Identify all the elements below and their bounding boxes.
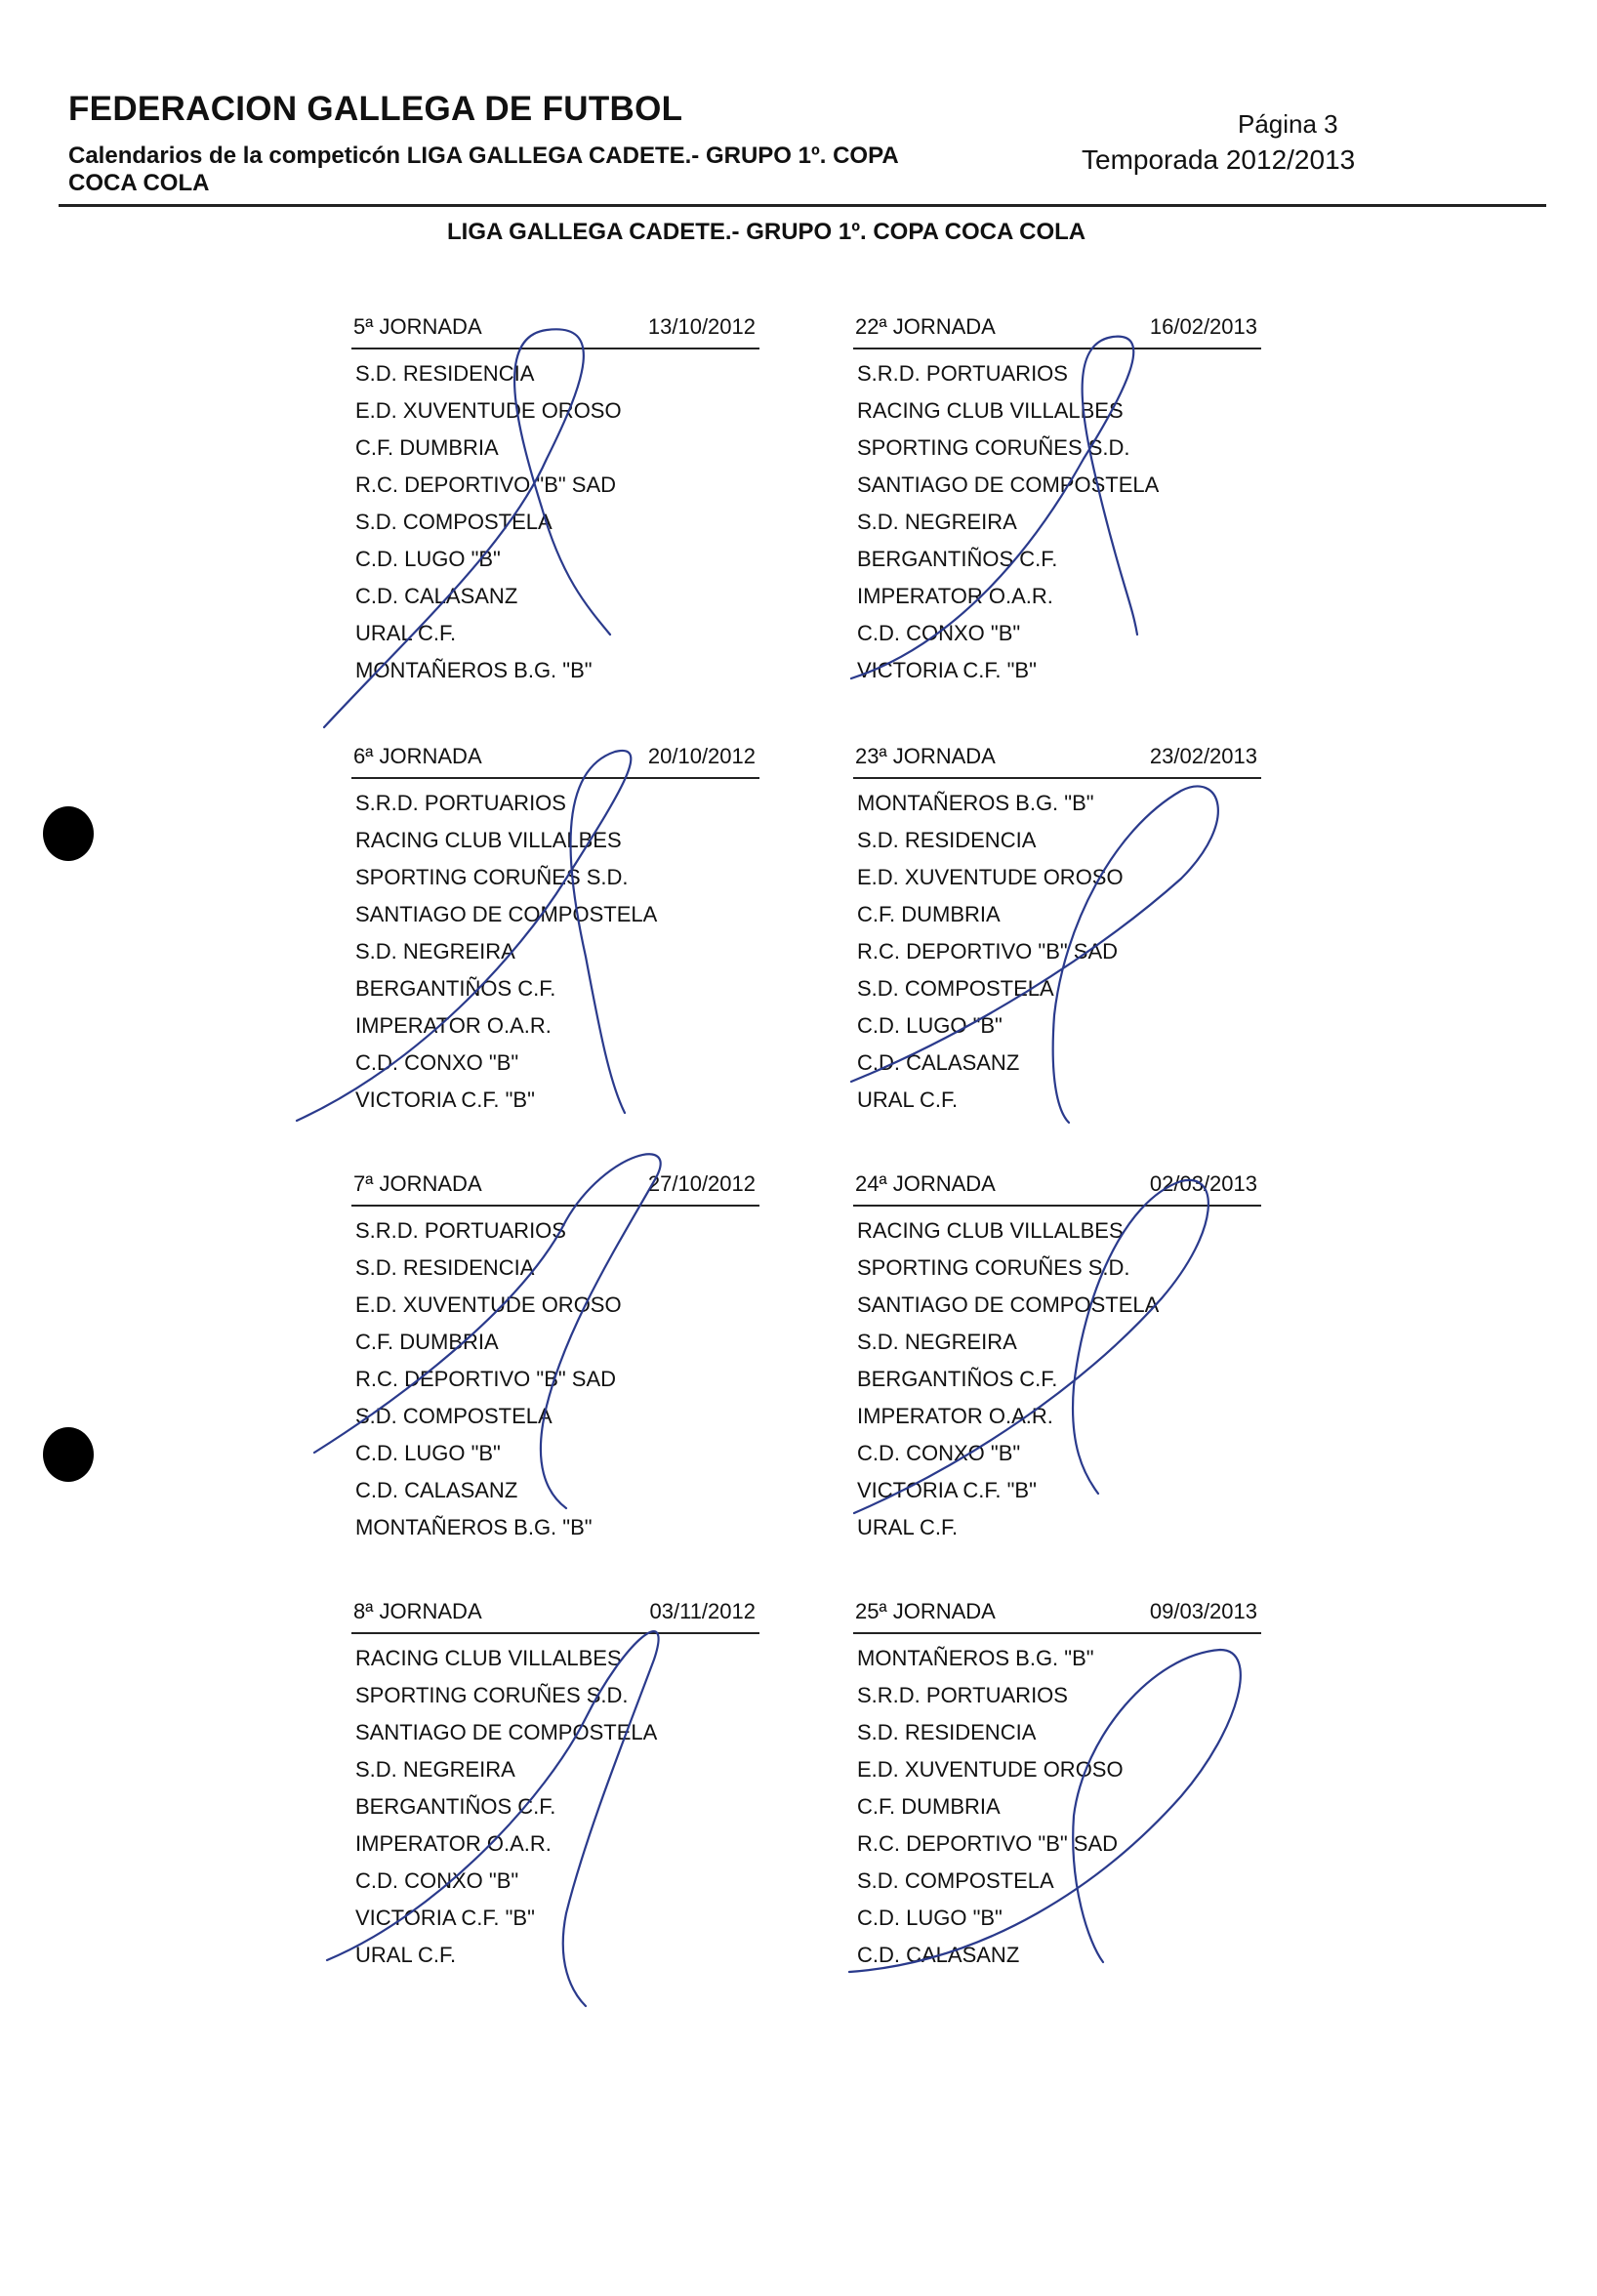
team-item: SPORTING CORUÑES S.D. (857, 435, 1130, 460)
jornada-date: 16/02/2013 (1149, 314, 1257, 339)
team-item: E.D. XUVENTUDE OROSO (857, 865, 1124, 889)
jornada-date: 03/11/2012 (649, 1599, 756, 1623)
jornada-label: 23ª JORNADA (855, 744, 996, 768)
federation-title: FEDERACION GALLEGA DE FUTBOL (68, 90, 683, 128)
round-block (853, 1171, 1261, 1546)
team-item: S.D. COMPOSTELA (857, 976, 1054, 1001)
jornada-label: 24ª JORNADA (855, 1171, 996, 1196)
team-item: RACING CLUB VILLALBES (857, 398, 1124, 423)
round-divider (853, 348, 1261, 349)
team-item: SANTIAGO DE COMPOSTELA (857, 1292, 1160, 1317)
team-item: S.D. NEGREIRA (857, 1330, 1017, 1354)
page-number: Página 3 (1238, 109, 1338, 139)
jornada-date: 27/10/2012 (647, 1171, 756, 1196)
team-item: IMPERATOR O.A.R. (857, 584, 1053, 608)
team-item: IMPERATOR O.A.R. (355, 1831, 552, 1856)
team-item: C.D. CALASANZ (355, 584, 518, 608)
team-item: R.C. DEPORTIVO "B" SAD (355, 1367, 617, 1391)
team-item: SANTIAGO DE COMPOSTELA (355, 902, 658, 926)
team-item: C.D. CONXO "B" (857, 1441, 1021, 1465)
team-item: S.D. NEGREIRA (857, 510, 1017, 534)
team-item: URAL C.F. (857, 1515, 959, 1539)
team-item: RACING CLUB VILLALBES (355, 828, 622, 852)
team-item: BERGANTIÑOS C.F. (355, 976, 556, 1001)
team-item: C.D. CONXO "B" (857, 621, 1021, 645)
jornada-date: 23/02/2013 (1149, 744, 1257, 768)
jornada-label: 6ª JORNADA (353, 744, 482, 768)
round-block (853, 744, 1261, 1119)
team-item: MONTAÑEROS B.G. "B" (355, 1515, 593, 1539)
team-item: S.R.D. PORTUARIOS (857, 361, 1068, 386)
jornada-label: 8ª JORNADA (353, 1599, 482, 1623)
team-item: VICTORIA C.F. "B" (857, 658, 1037, 682)
team-item: C.D. CALASANZ (857, 1050, 1020, 1075)
punch-hole (43, 806, 94, 861)
team-item: R.C. DEPORTIVO "B" SAD (355, 472, 617, 497)
team-item: S.D. RESIDENCIA (355, 1255, 535, 1280)
team-item: C.D. LUGO "B" (355, 547, 501, 571)
season-label: Temporada 2012/2013 (1082, 144, 1356, 175)
jornada-label: 7ª JORNADA (353, 1171, 482, 1196)
jornada-date: 20/10/2012 (647, 744, 756, 768)
team-item: S.R.D. PORTUARIOS (355, 791, 566, 815)
team-item: BERGANTIÑOS C.F. (857, 1367, 1058, 1391)
team-item: S.D. COMPOSTELA (355, 1404, 553, 1428)
team-item: VICTORIA C.F. "B" (857, 1478, 1037, 1502)
team-item: E.D. XUVENTUDE OROSO (857, 1757, 1124, 1782)
jornada-label: 25ª JORNADA (855, 1599, 996, 1623)
round-divider (351, 1205, 759, 1207)
team-item: S.D. NEGREIRA (355, 939, 515, 964)
team-item: S.D. RESIDENCIA (857, 828, 1037, 852)
calendar-subtitle: Calendarios de la competicón LIGA GALLEGA CADETE.- GRUPO 1º. COPA COCA COLA (68, 143, 898, 196)
team-item: R.C. DEPORTIVO "B" SAD (857, 1831, 1119, 1856)
team-item: SANTIAGO DE COMPOSTELA (857, 472, 1160, 497)
team-item: SPORTING CORUÑES S.D. (355, 1683, 629, 1707)
round-block (853, 1599, 1261, 1974)
round-divider (351, 348, 759, 349)
team-item: S.D. RESIDENCIA (857, 1720, 1037, 1744)
team-item: URAL C.F. (355, 1943, 457, 1967)
team-item: C.D. CONXO "B" (355, 1868, 519, 1893)
team-item: RACING CLUB VILLALBES (355, 1646, 622, 1670)
team-item: C.D. CONXO "B" (355, 1050, 519, 1075)
team-item: C.D. LUGO "B" (355, 1441, 501, 1465)
team-item: S.D. COMPOSTELA (857, 1868, 1054, 1893)
team-item: C.D. CALASANZ (857, 1943, 1020, 1967)
header-divider (59, 204, 1546, 207)
round-block (853, 314, 1261, 689)
team-item: SPORTING CORUÑES S.D. (857, 1255, 1130, 1280)
round-divider (853, 1632, 1261, 1634)
team-item: E.D. XUVENTUDE OROSO (355, 398, 622, 423)
team-item: C.D. CALASANZ (355, 1478, 518, 1502)
team-item: MONTAÑEROS B.G. "B" (857, 1646, 1094, 1670)
team-item: C.D. LUGO "B" (857, 1906, 1003, 1930)
round-divider (351, 777, 759, 779)
team-item: VICTORIA C.F. "B" (355, 1087, 535, 1112)
team-item: SPORTING CORUÑES S.D. (355, 865, 629, 889)
jornada-label: 5ª JORNADA (353, 314, 482, 339)
team-item: C.F. DUMBRIA (355, 1330, 499, 1354)
competition-title: LIGA GALLEGA CADETE.- GRUPO 1º. COPA COCA COLA (447, 219, 1086, 245)
round-divider (351, 1632, 759, 1634)
team-item: VICTORIA C.F. "B" (355, 1906, 535, 1930)
team-item: BERGANTIÑOS C.F. (857, 547, 1058, 571)
team-item: IMPERATOR O.A.R. (355, 1013, 552, 1038)
jornada-date: 09/03/2013 (1149, 1599, 1257, 1623)
team-item: S.D. NEGREIRA (355, 1757, 515, 1782)
round-block (351, 744, 759, 1119)
team-item: S.D. RESIDENCIA (355, 361, 535, 386)
team-item: SANTIAGO DE COMPOSTELA (355, 1720, 658, 1744)
team-item: URAL C.F. (355, 621, 457, 645)
team-item: S.R.D. PORTUARIOS (857, 1683, 1068, 1707)
team-item: C.D. LUGO "B" (857, 1013, 1003, 1038)
round-divider (853, 777, 1261, 779)
team-item: S.D. COMPOSTELA (355, 510, 553, 534)
punch-hole (43, 1427, 94, 1482)
team-item: RACING CLUB VILLALBES (857, 1218, 1124, 1243)
team-item: MONTAÑEROS B.G. "B" (355, 658, 593, 682)
jornada-label: 22ª JORNADA (855, 314, 996, 339)
team-item: E.D. XUVENTUDE OROSO (355, 1292, 622, 1317)
team-item: IMPERATOR O.A.R. (857, 1404, 1053, 1428)
jornada-date: 13/10/2012 (647, 314, 756, 339)
team-item: S.R.D. PORTUARIOS (355, 1218, 566, 1243)
team-item: C.F. DUMBRIA (355, 435, 499, 460)
team-item: MONTAÑEROS B.G. "B" (857, 791, 1094, 815)
team-item: C.F. DUMBRIA (857, 902, 1001, 926)
team-item: C.F. DUMBRIA (857, 1794, 1001, 1819)
round-block (351, 314, 759, 689)
team-item: URAL C.F. (857, 1087, 959, 1112)
team-item: BERGANTIÑOS C.F. (355, 1794, 556, 1819)
jornada-date: 02/03/2013 (1149, 1171, 1257, 1196)
round-block (351, 1171, 759, 1546)
team-item: R.C. DEPORTIVO "B" SAD (857, 939, 1119, 964)
round-divider (853, 1205, 1261, 1207)
round-block (351, 1599, 759, 1974)
